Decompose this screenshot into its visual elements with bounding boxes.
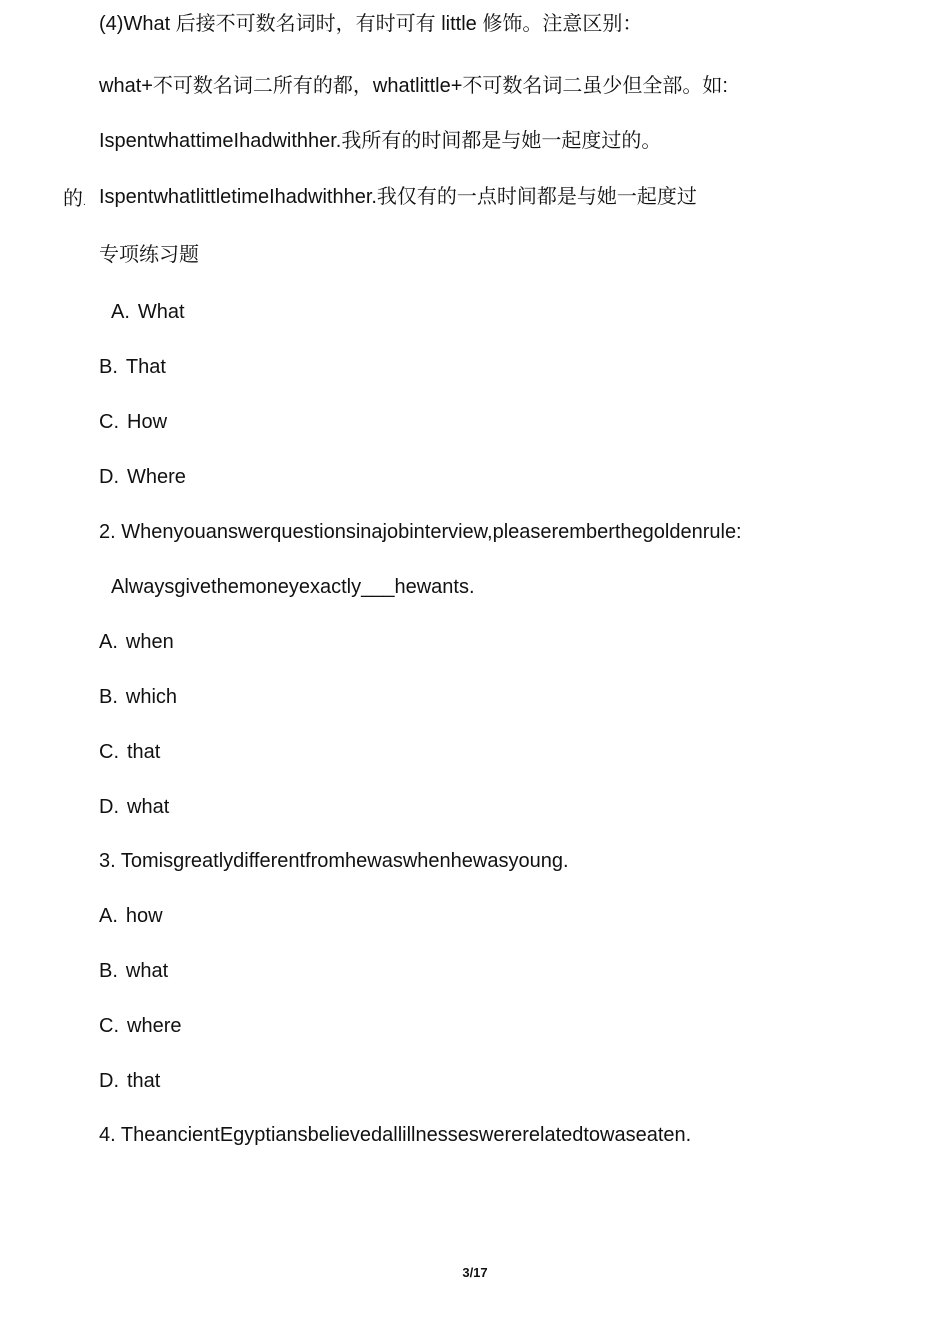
option-letter: C. [99,411,119,433]
option-letter: D. [99,796,119,818]
q3-option-c [99,1012,181,1040]
q3-option-a [99,902,163,930]
option-letter: A. [111,301,130,323]
option-letter: B. [99,960,118,982]
example-sentence-2: IspentwhatlittletimeIhadwithher.我仅有的一点时间都是与她一起度过 [99,186,697,208]
option-text: when [125,631,174,653]
option-letter: B. [99,356,118,378]
option-letter: A. [99,905,118,927]
option-text: what [125,960,169,982]
rule-heading: (4)What 后接不可数名词时，有时可有 little 修饰。注意区别： [99,13,643,35]
option-letter: D. [99,466,119,488]
example-2-margin-char: 的. [63,188,86,210]
option-text: what [127,796,170,818]
option-text: that [127,741,161,763]
option-letter: A. [99,631,118,653]
option-text: which [125,686,178,708]
q2-option-a [99,628,174,656]
example-sentence-1: IspentwhattimeIhadwithher.我所有的时间都是与她一起度过的。 [99,130,662,152]
option-letter: D. [99,1070,119,1092]
q3-stem: 3. Tomisgreatlydifferentfromhewaswhenhewasyoung. [99,850,569,872]
q2-stem-line-2: Alwaysgivethemoneyexactly___hewants. [111,576,475,598]
q2-option-c [99,738,160,766]
q2-option-b [99,683,177,711]
q3-option-b [99,957,168,985]
q2-stem-line-1: 2. Whenyouanswerquestionsinajobinterview,pleaseremberthegoldenrule: [99,521,742,543]
option-letter: C. [99,741,119,763]
option-letter: C. [99,1015,119,1037]
option-letter: B. [99,686,118,708]
page-number: 3/17 [462,1265,488,1280]
option-text: How [127,411,168,433]
option-text: What [137,301,185,323]
q1-option-b [99,353,166,381]
q2-option-d [99,793,169,821]
q1-option-d [99,463,186,491]
rule-contrast: what+不可数名词二所有的都，whatlittle+不可数名词二虽少但全部。如: [99,75,728,97]
section-title: 专项练习题 [99,244,199,266]
option-text: Where [127,466,186,488]
option-text: where [127,1015,182,1037]
option-text: how [125,905,163,927]
option-text: that [127,1070,161,1092]
q1-option-c [99,408,167,436]
q4-stem: 4. TheancientEgyptiansbelievedallillnesseswererelatedtowaseaten. [99,1124,692,1146]
option-text: That [125,356,166,378]
q1-option-a [111,298,185,326]
q3-option-d [99,1067,160,1095]
